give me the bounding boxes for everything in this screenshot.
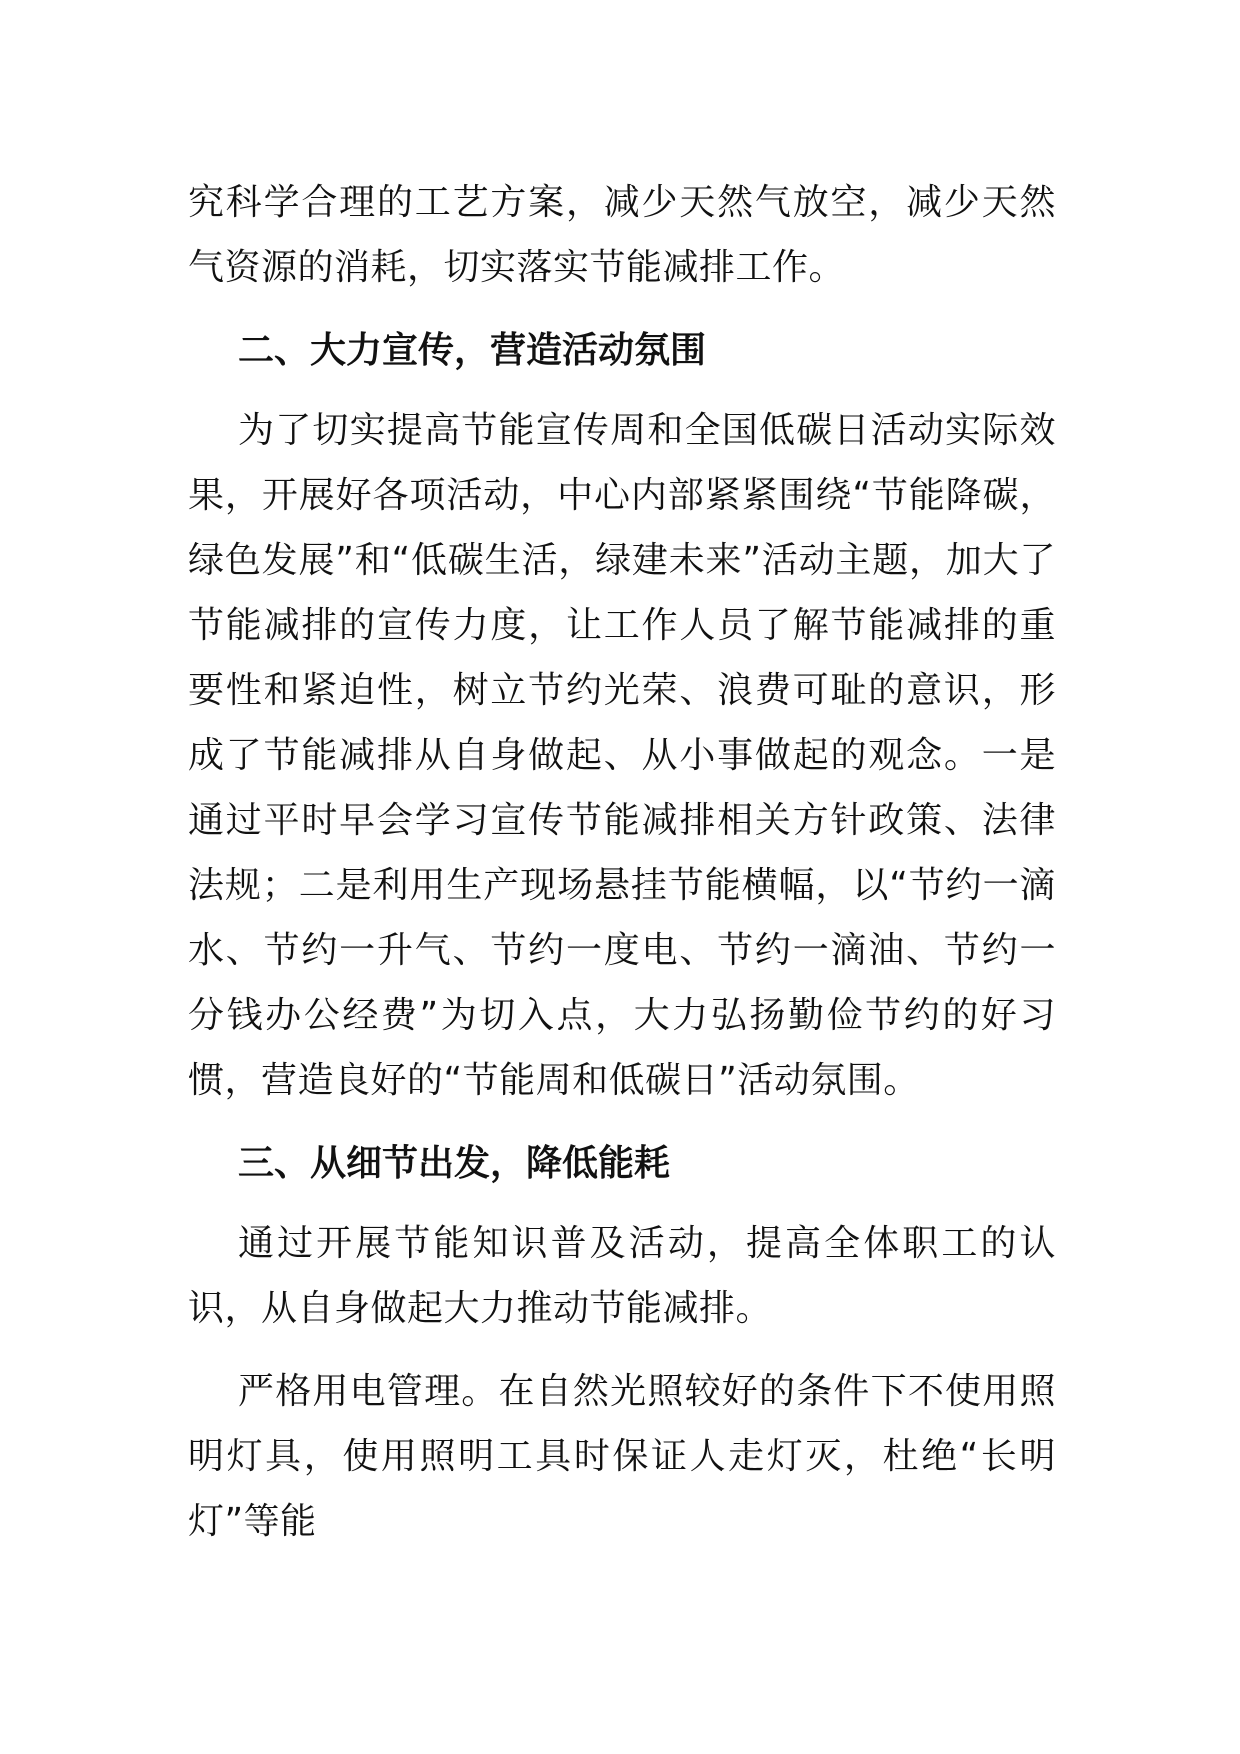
paragraph-electricity: 严格用电管理。在自然光照较好的条件下不使用照明灯具，使用照明工具时保证人走灯灭，杜绝“长明灯”等能 (188, 1371, 1056, 1542)
paragraph-continuation: 究科学合理的工艺方案，减少天然气放空，减少天然气资源的消耗，切实落实节能减排工作。 (188, 182, 1056, 288)
spacer (188, 1341, 1056, 1359)
spacer (188, 300, 1056, 318)
section-heading-2: 二、大力宣传，营造活动氛围 (238, 330, 707, 371)
paragraph-knowledge: 通过开展节能知识普及活动，提高全体职工的认识，从自身做起大力推动节能减排。 (188, 1223, 1056, 1329)
section-heading-3: 三、从细节出发，降低能耗 (238, 1143, 671, 1184)
spacer (188, 1196, 1056, 1211)
document-page (188, 170, 1056, 1554)
spacer (188, 383, 1056, 398)
spacer (188, 1113, 1056, 1131)
paragraph-publicity: 为了切实提高节能宣传周和全国低碳日活动实际效果，开展好各项活动，中心内部紧紧围绕“节能降碳，绿色发展”和“低碳生活，绿建未来”活动主题，加大了节能减排的宣传力度，让工作人员了解节能减排的重要性和紧迫性，树立节约光荣、浪费可耻的意识，形成了节能减排从自身做起、从小事做起的观念。一是通过平时早会学习宣传节能减排相关方针政策、法律法规；二是利用生产现场悬挂节能横幅，以“节约一滴水、节约一升气、节约一度电、节约一滴油、节约一分钱办公经费”为切入点，大力弘扬勤俭节约的好习惯，营造良好的“节能周和低碳日”活动氛围。 (188, 410, 1056, 1101)
